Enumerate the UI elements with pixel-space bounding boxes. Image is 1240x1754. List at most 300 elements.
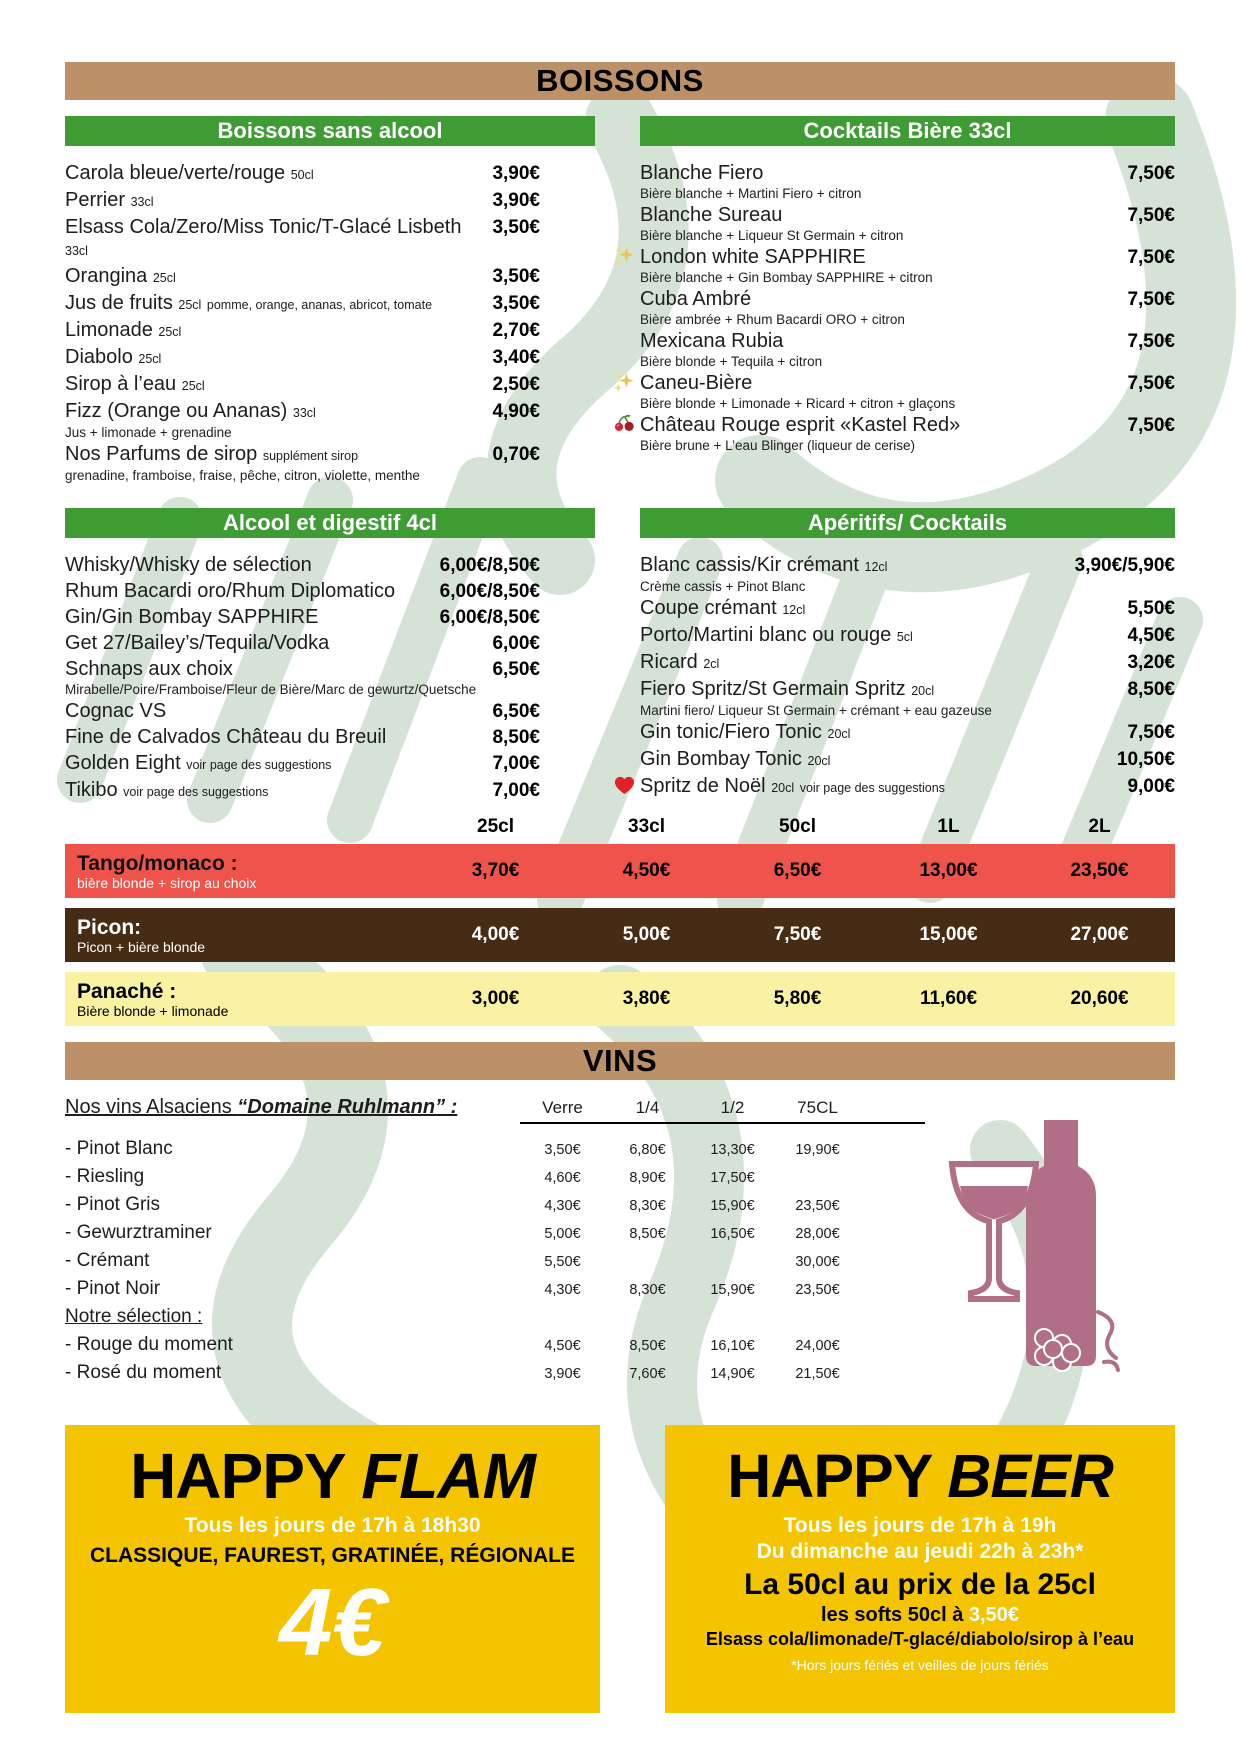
item-price: 6,50€ (492, 701, 540, 722)
menu-item (65, 443, 595, 483)
item-text (640, 624, 1117, 648)
beer-mix-table (65, 816, 1175, 1026)
beer-mix-size-header (65, 816, 1175, 838)
item-text (640, 246, 1117, 268)
price-cell: 7,60€ (629, 1366, 666, 1382)
item-text (65, 400, 482, 424)
price-cell: 3,50€ (544, 1142, 581, 1158)
price-cell: 23,50€ (1070, 860, 1129, 881)
menu-item-main (640, 678, 1175, 702)
menu-item-main (65, 265, 595, 289)
wine-row (65, 1306, 925, 1327)
price-cell: 23,50€ (795, 1282, 840, 1298)
wine-row (65, 1194, 925, 1215)
item-price: 6,00€/8,50€ (439, 555, 540, 576)
menu-item (65, 162, 595, 186)
item-note: voir page des suggestions (123, 785, 269, 799)
menu-item-main (640, 162, 1175, 185)
menu-item (65, 726, 595, 749)
price-cell: 14,90€ (710, 1366, 755, 1382)
price-cell: 4,60€ (544, 1170, 581, 1186)
item-size: 12cl (782, 603, 806, 617)
boissons-header-bar (65, 62, 1175, 100)
wine-table-header (65, 1096, 925, 1124)
item-name: Fine de Calvados Château du Breuil (65, 726, 387, 748)
item-description: Bière brune + L’eau Blinger (liqueur de cerise) (640, 438, 916, 453)
item-price: 7,50€ (1127, 247, 1175, 268)
price-cell: 28,00€ (795, 1226, 840, 1242)
beer-mix-label-cell (65, 911, 420, 960)
beer-cocktails-list (640, 160, 1175, 453)
item-size: 33cl (130, 195, 154, 209)
menu-item (640, 678, 1175, 718)
item-text (640, 372, 1117, 394)
price-cell: 17,50€ (710, 1170, 755, 1186)
wine-prices (520, 1226, 925, 1242)
price-cell: 15,90€ (710, 1282, 755, 1298)
section-aperitifs-cocktails (640, 508, 1175, 806)
aperitifs-list (640, 552, 1175, 799)
item-text (640, 204, 1117, 226)
menu-item-main (65, 373, 595, 397)
item-price: 2,70€ (492, 320, 540, 341)
menu-item (65, 554, 595, 577)
price-cell: 3,80€ (622, 988, 671, 1009)
section-alcool-digestif (65, 508, 595, 806)
menu-item-main (65, 632, 595, 655)
menu-item-main (640, 372, 1175, 395)
happy-flam-block (65, 1425, 600, 1713)
menu-item (65, 346, 595, 370)
item-name: Orangina (65, 265, 148, 287)
menu-item-main (65, 400, 595, 424)
menu-item-main (640, 554, 1175, 578)
wine-row (65, 1362, 925, 1383)
item-name: Nos Parfums de sirop (65, 443, 258, 465)
item-price: 5,50€ (1127, 598, 1175, 619)
happy-beer-block (665, 1425, 1175, 1713)
menu-item-main (65, 700, 595, 723)
wine-row (65, 1166, 925, 1187)
item-text (65, 658, 482, 680)
item-name: Caneu-Bière (640, 372, 753, 394)
menu-item-main (65, 606, 595, 629)
happy-flam-title-italic: FLAM (361, 1440, 535, 1512)
menu-item-main (65, 346, 595, 370)
item-price: 10,50€ (1116, 749, 1175, 770)
wine-name: - Pinot Noir (65, 1278, 161, 1299)
happy-beer-softs-list: Elsass cola/limonade/T-glacé/diabolo/sirop à l’eau (705, 1629, 1135, 1649)
item-description: Crème cassis + Pinot Blanc (640, 579, 806, 594)
item-text (65, 752, 482, 776)
size-header-cells (420, 816, 1175, 838)
item-price: 4,50€ (1127, 625, 1175, 646)
item-size: 5cl (896, 630, 913, 644)
item-price: 3,90€ (492, 163, 540, 184)
item-price: 3,40€ (492, 347, 540, 368)
price-cell (775, 1170, 860, 1186)
section-title-bar (640, 508, 1175, 538)
item-name: Porto/Martini blanc ou rouge (640, 624, 892, 646)
item-name: Ricard (640, 651, 698, 673)
menu-item (640, 204, 1175, 243)
item-name: Perrier (65, 189, 126, 211)
wine-prices (520, 1282, 925, 1298)
wine-row (65, 1250, 925, 1271)
item-description: Bière blonde + Tequila + citron (640, 354, 823, 369)
item-price: 0,70€ (492, 444, 540, 465)
wine-name: - Riesling (65, 1166, 145, 1187)
item-text (65, 726, 482, 748)
menu-item-main (65, 554, 595, 577)
wine-name: - Crémant (65, 1250, 150, 1271)
menu-item (65, 752, 595, 776)
item-name: London white SAPPHIRE (640, 246, 866, 268)
item-text (65, 292, 482, 316)
menu-item (640, 748, 1175, 772)
item-price: 7,00€ (492, 753, 540, 774)
menu-item-main (640, 748, 1175, 772)
menu-item (640, 597, 1175, 621)
item-text (65, 189, 482, 213)
wine-region-label-regular: Nos vins Alsaciens (65, 1096, 238, 1118)
item-text (640, 288, 1117, 310)
item-text (65, 216, 482, 262)
wine-col-demi: 1/2 (720, 1098, 745, 1117)
item-name: Elsass Cola/Zero/Miss Tonic/T-Glacé Lisbeth (65, 216, 462, 238)
item-size: 33cl (65, 244, 88, 258)
menu-item (640, 414, 1175, 453)
item-text (65, 373, 482, 397)
section-title-bar (640, 116, 1175, 146)
item-price: 3,50€ (492, 293, 540, 314)
section-title: Boissons sans alcool (217, 118, 443, 143)
price-cell: 4,30€ (544, 1198, 581, 1214)
item-text (640, 678, 1117, 702)
price-cell: 4,00€ (471, 924, 520, 945)
item-price: 7,50€ (1127, 415, 1175, 436)
wine-name: - Pinot Gris (65, 1194, 161, 1215)
item-price: 3,90€/5,90€ (1074, 555, 1175, 576)
menu-item (65, 779, 595, 803)
menu-item-main (65, 216, 595, 262)
item-name: Diabolo (65, 346, 133, 368)
item-size: 25cl (158, 325, 182, 339)
item-name: Limonade (65, 319, 153, 341)
price-cell: 11,60€ (919, 988, 978, 1009)
menu-item-main (65, 779, 595, 803)
item-name: Coupe crémant (640, 597, 777, 619)
beer-mix-row (65, 908, 1175, 962)
size-header-50cl: 50cl (779, 816, 816, 837)
item-price: 7,50€ (1127, 373, 1175, 394)
happy-beer-hours-1: Tous les jours de 17h à 19h (783, 1514, 1057, 1537)
happy-beer-headline: La 50cl au prix de la 25cl (744, 1568, 1096, 1601)
heart-icon (613, 774, 636, 797)
item-size: 25cl (152, 271, 176, 285)
menu-item-main (65, 726, 595, 749)
wine-name: - Rosé du moment (65, 1362, 222, 1383)
menu-item (640, 372, 1175, 411)
item-note: pomme, orange, ananas, abricot, tomate (206, 298, 433, 312)
item-name: Carola bleue/verte/rouge (65, 162, 286, 184)
price-cell: 3,00€ (471, 988, 520, 1009)
item-size: 25cl (138, 352, 162, 366)
size-header-2l: 2L (1088, 816, 1111, 837)
vins-section (65, 1096, 1175, 1411)
beer-mix-label-cell (65, 847, 420, 896)
happy-beer-softs-prefix: les softs 50cl à (821, 1604, 969, 1626)
happy-flam-title (75, 1439, 590, 1513)
item-size: 50cl (290, 168, 314, 182)
menu-item (65, 319, 595, 343)
wine-col-verre: Verre (542, 1098, 583, 1117)
item-name: Jus de fruits (65, 292, 173, 314)
menu-item-main (65, 580, 595, 603)
happy-beer-hours-2: Du dimanche au jeudi 22h à 23h* (756, 1540, 1084, 1563)
item-text (65, 580, 430, 602)
item-price: 3,20€ (1127, 652, 1175, 673)
price-cell: 7,50€ (773, 924, 822, 945)
item-price: 7,50€ (1127, 163, 1175, 184)
beer-mix-prices (420, 860, 1175, 882)
wine-prices (520, 1338, 925, 1354)
happy-beer-title-regular: HAPPY (727, 1442, 948, 1510)
wine-prices (520, 1366, 925, 1382)
price-cell: 6,80€ (629, 1142, 666, 1158)
happy-flam-price: 4€ (279, 1569, 386, 1676)
menu-item (640, 554, 1175, 594)
sparkles-icon (613, 245, 636, 268)
wine-row (65, 1138, 925, 1159)
menu-item-main (65, 189, 595, 213)
menu-item (65, 373, 595, 397)
item-price: 3,50€ (492, 266, 540, 287)
menu-item (65, 632, 595, 655)
item-name: Blanche Sureau (640, 204, 783, 226)
menu-item-main (65, 658, 595, 681)
item-price: 7,50€ (1127, 289, 1175, 310)
menu-item-main (640, 414, 1175, 437)
happy-beer-title-italic: BEER (947, 1442, 1113, 1510)
item-note: voir page des suggestions (186, 758, 332, 772)
item-text (640, 414, 1117, 436)
item-price: 2,50€ (492, 374, 540, 395)
price-cell: 5,50€ (544, 1254, 581, 1270)
price-cell: 8,50€ (629, 1226, 666, 1242)
cherries-icon (613, 413, 636, 436)
menu-item (640, 246, 1175, 285)
price-cell: 4,30€ (544, 1282, 581, 1298)
beer-mix-label: Panaché : (77, 979, 177, 1003)
price-cell: 5,00€ (544, 1226, 581, 1242)
section-title-bar (65, 116, 595, 146)
wine-col-75cl: 75CL (797, 1098, 838, 1117)
price-cell: 27,00€ (1070, 924, 1129, 945)
beer-mix-description: Bière blonde + limonade (77, 1002, 229, 1019)
item-text (65, 319, 482, 343)
beer-mix-row (65, 972, 1175, 1026)
item-price: 6,00€/8,50€ (439, 581, 540, 602)
wine-bottle-and-glass-illustration (940, 1116, 1125, 1381)
price-cell: 4,50€ (544, 1338, 581, 1354)
wine-name: - Pinot Blanc (65, 1138, 173, 1159)
menu-item (65, 292, 595, 316)
wine-prices (520, 1142, 925, 1158)
menu-item-main (640, 288, 1175, 311)
item-description: Bière blanche + Liqueur St Germain + citron (640, 228, 904, 243)
soft-drinks-list (65, 160, 595, 483)
wine-name: - Rouge du moment (65, 1334, 233, 1355)
item-price: 8,50€ (1127, 679, 1175, 700)
item-size: 20cl (807, 754, 831, 768)
item-note: voir page des suggestions (799, 781, 945, 795)
menu-item (640, 288, 1175, 327)
item-name: Schnaps aux choix (65, 658, 233, 680)
price-cell: 8,50€ (629, 1338, 666, 1354)
row-soft-and-beer-cocktails (65, 116, 1175, 486)
beer-mix-description: Picon + bière blonde (77, 938, 206, 955)
price-cell: 8,30€ (629, 1198, 666, 1214)
item-text (640, 554, 1065, 578)
happy-flam-title-regular: HAPPY (130, 1440, 362, 1512)
price-cell: 3,90€ (544, 1366, 581, 1382)
menu-item-main (65, 752, 595, 776)
section-title: Cocktails Bière 33cl (803, 118, 1012, 143)
wine-prices (520, 1170, 925, 1186)
item-name: Fiero Spritz/St Germain Spritz (640, 678, 906, 700)
item-size: 25cl (181, 379, 205, 393)
item-description: Mirabelle/Poire/Framboise/Fleur de Bière/Marc de gewurtz/Quetsche (65, 682, 477, 697)
happy-beer-softs-price: 3,50€ (968, 1604, 1019, 1626)
price-cell (605, 1254, 690, 1270)
menu-item (640, 651, 1175, 675)
item-name: Gin tonic/Fiero Tonic (640, 721, 822, 743)
wine-rows (65, 1138, 925, 1383)
item-name: Sirop à l’eau (65, 373, 177, 395)
item-name: Gin/Gin Bombay SAPPHIRE (65, 606, 319, 628)
size-header-25cl: 25cl (477, 816, 514, 837)
price-cell: 30,00€ (795, 1254, 840, 1270)
beer-mix-rows (65, 844, 1175, 1026)
menu-item (640, 775, 1175, 799)
menu-item (65, 658, 595, 697)
price-cell (690, 1254, 775, 1270)
item-description: Bière blanche + Gin Bombay SAPPHIRE + citron (640, 270, 933, 285)
item-text (65, 779, 482, 803)
item-description: Jus + limonade + grenadine (65, 425, 232, 440)
item-name: Cuba Ambré (640, 288, 752, 310)
wine-row (65, 1222, 925, 1243)
menu-item-main (640, 651, 1175, 675)
menu-item (65, 189, 595, 213)
beer-mix-description: bière blonde + sirop au choix (77, 874, 257, 891)
item-price: 6,00€/8,50€ (439, 607, 540, 628)
item-size: 25cl (178, 298, 202, 312)
item-text (65, 554, 430, 576)
price-cell: 19,90€ (795, 1142, 840, 1158)
item-price: 6,50€ (492, 659, 540, 680)
wine-prices (520, 1254, 925, 1270)
vins-title: VINS (582, 1043, 658, 1078)
item-text (65, 632, 482, 654)
item-price: 7,50€ (1127, 722, 1175, 743)
happy-beer-footnote: *Hors jours fériés et veilles de jours fériés (791, 1657, 1049, 1673)
item-size: 20cl (827, 727, 851, 741)
item-text (65, 700, 482, 722)
menu-item-main (640, 597, 1175, 621)
item-size: 33cl (292, 406, 316, 420)
row-alcool-and-aperitifs (65, 508, 1175, 806)
price-cell: 13,30€ (710, 1142, 755, 1158)
beer-mix-label-cell (65, 975, 420, 1024)
item-name: Blanc cassis/Kir crémant (640, 554, 859, 576)
price-cell: 16,10€ (710, 1338, 755, 1354)
menu-item-main (65, 162, 595, 186)
item-text (640, 721, 1117, 745)
menu-item-main (65, 443, 595, 467)
menu-item-main (65, 292, 595, 316)
item-name: Fizz (Orange ou Ananas) (65, 400, 288, 422)
menu-item (640, 624, 1175, 648)
item-text (65, 606, 430, 628)
size-header-33cl: 33cl (628, 816, 665, 837)
beer-mix-row (65, 844, 1175, 898)
price-cell: 24,00€ (795, 1338, 840, 1354)
wine-row (65, 1334, 925, 1355)
menu-item-main (640, 775, 1175, 799)
menu-item (65, 216, 595, 262)
item-name: Blanche Fiero (640, 162, 764, 184)
beer-mix-prices (420, 988, 1175, 1010)
wine-table (65, 1096, 925, 1383)
item-text (65, 443, 482, 467)
menu-item-main (640, 624, 1175, 648)
item-price: 3,50€ (492, 217, 540, 238)
section-boissons-sans-alcool (65, 116, 595, 486)
menu-item-main (65, 319, 595, 343)
wine-region-label-italic: “Domaine Ruhlmann” : (237, 1096, 458, 1118)
wine-region-label (65, 1096, 520, 1119)
menu-item (65, 265, 595, 289)
section-title-bar (65, 508, 595, 538)
item-size: 20cl (771, 781, 795, 795)
section-cocktails-biere (640, 116, 1175, 486)
item-name: Mexicana Rubia (640, 330, 784, 352)
item-size: 2cl (703, 657, 720, 671)
item-price: 4,90€ (492, 401, 540, 422)
menu-item-main (640, 246, 1175, 269)
wine-name: Notre sélection : (65, 1306, 203, 1327)
item-price: 6,00€ (492, 633, 540, 654)
happy-flam-hours: Tous les jours de 17h à 18h30 (184, 1514, 481, 1537)
item-text (640, 162, 1117, 184)
item-name: Cognac VS (65, 700, 167, 722)
price-cell: 6,50€ (773, 860, 822, 881)
happy-beer-softs-line (675, 1603, 1165, 1628)
item-price: 7,50€ (1127, 205, 1175, 226)
price-cell: 5,80€ (773, 988, 822, 1009)
menu-item (640, 721, 1175, 745)
wine-prices (520, 1198, 925, 1214)
price-cell: 15,00€ (919, 924, 978, 945)
section-title: Apéritifs/ Cocktails (807, 510, 1008, 535)
vins-header-bar (65, 1042, 1175, 1080)
price-cell: 8,30€ (629, 1282, 666, 1298)
size-header-spacer (65, 816, 420, 838)
item-name: Golden Eight (65, 752, 181, 774)
item-text (65, 346, 482, 370)
